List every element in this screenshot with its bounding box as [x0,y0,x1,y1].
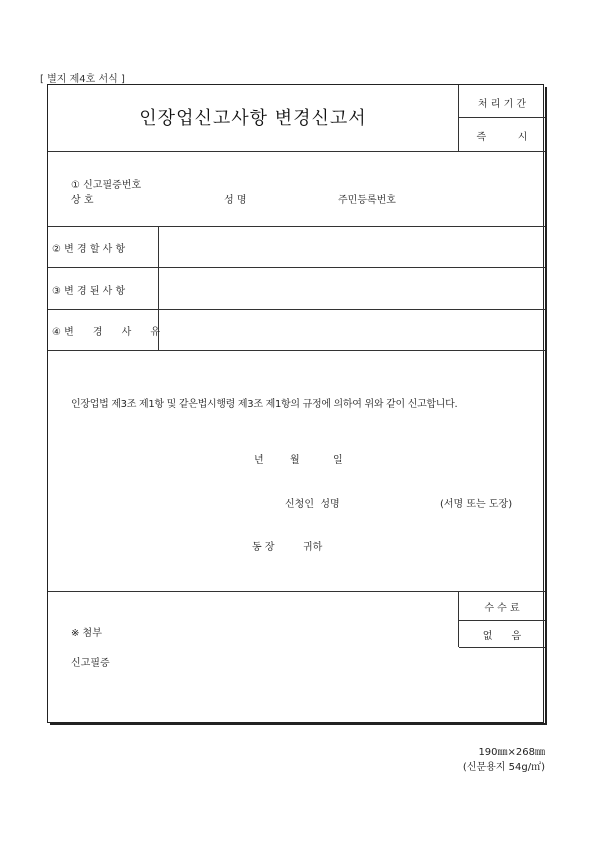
date-day: 일 [333,455,343,466]
header-bottom-line [48,151,545,152]
row-line-1 [48,226,545,227]
declaration-text: 인장업법 제3조 제1항 및 같은법시행령 제3조 제1항의 규정에 의하여 위와 같이 신고합니다. [71,399,458,410]
trade-name-label: 상 호 [71,195,94,206]
addressee-title: 동 장 [252,542,275,553]
fee-mid-line [459,620,545,621]
addressee-suffix: 귀하 [303,542,323,553]
applicant-name-label: 신청인 성명 [285,499,340,510]
row-line-2 [48,267,545,268]
attachments-top-line [48,591,545,592]
fee-bottom-line [459,647,545,648]
row-line-4 [48,350,545,351]
change-reason-label: ④ 변 경 사 유 [52,327,161,338]
changed-item-label: ③ 변 경 된 사 항 [52,286,126,297]
resident-number-label: 주민등록번호 [338,195,396,206]
fee-label: 수 수 료 [484,603,520,614]
frame-shadow-bottom [50,723,547,725]
form-number-label: [ 별지 제4호 서식 ] [40,74,125,85]
processing-period-value: 즉 시 [476,132,528,143]
processing-divider [459,117,545,118]
attachments-heading: ※ 첨부 [71,628,102,639]
change-item-label: ② 변 경 할 사 항 [52,244,126,255]
attachment-item: 신고필증 [71,658,110,669]
paper-spec: (신문용지 54g/㎡) [462,762,545,773]
fee-value: 없 음 [482,631,522,642]
paper-size: 190㎜×268㎜ [478,747,545,758]
cert-number-label: ① 신고필증번호 [71,180,142,191]
document-title: 인장업신고사항 변경신고서 [139,108,367,129]
name-label: 성 명 [224,195,247,206]
date-year: 년 [254,455,264,466]
signature-note: (서명 또는 도장) [440,499,513,510]
row-line-3 [48,309,545,310]
frame-shadow-right [545,87,547,725]
date-month: 월 [290,455,300,466]
processing-period-label: 처 리 기 간 [477,99,527,110]
